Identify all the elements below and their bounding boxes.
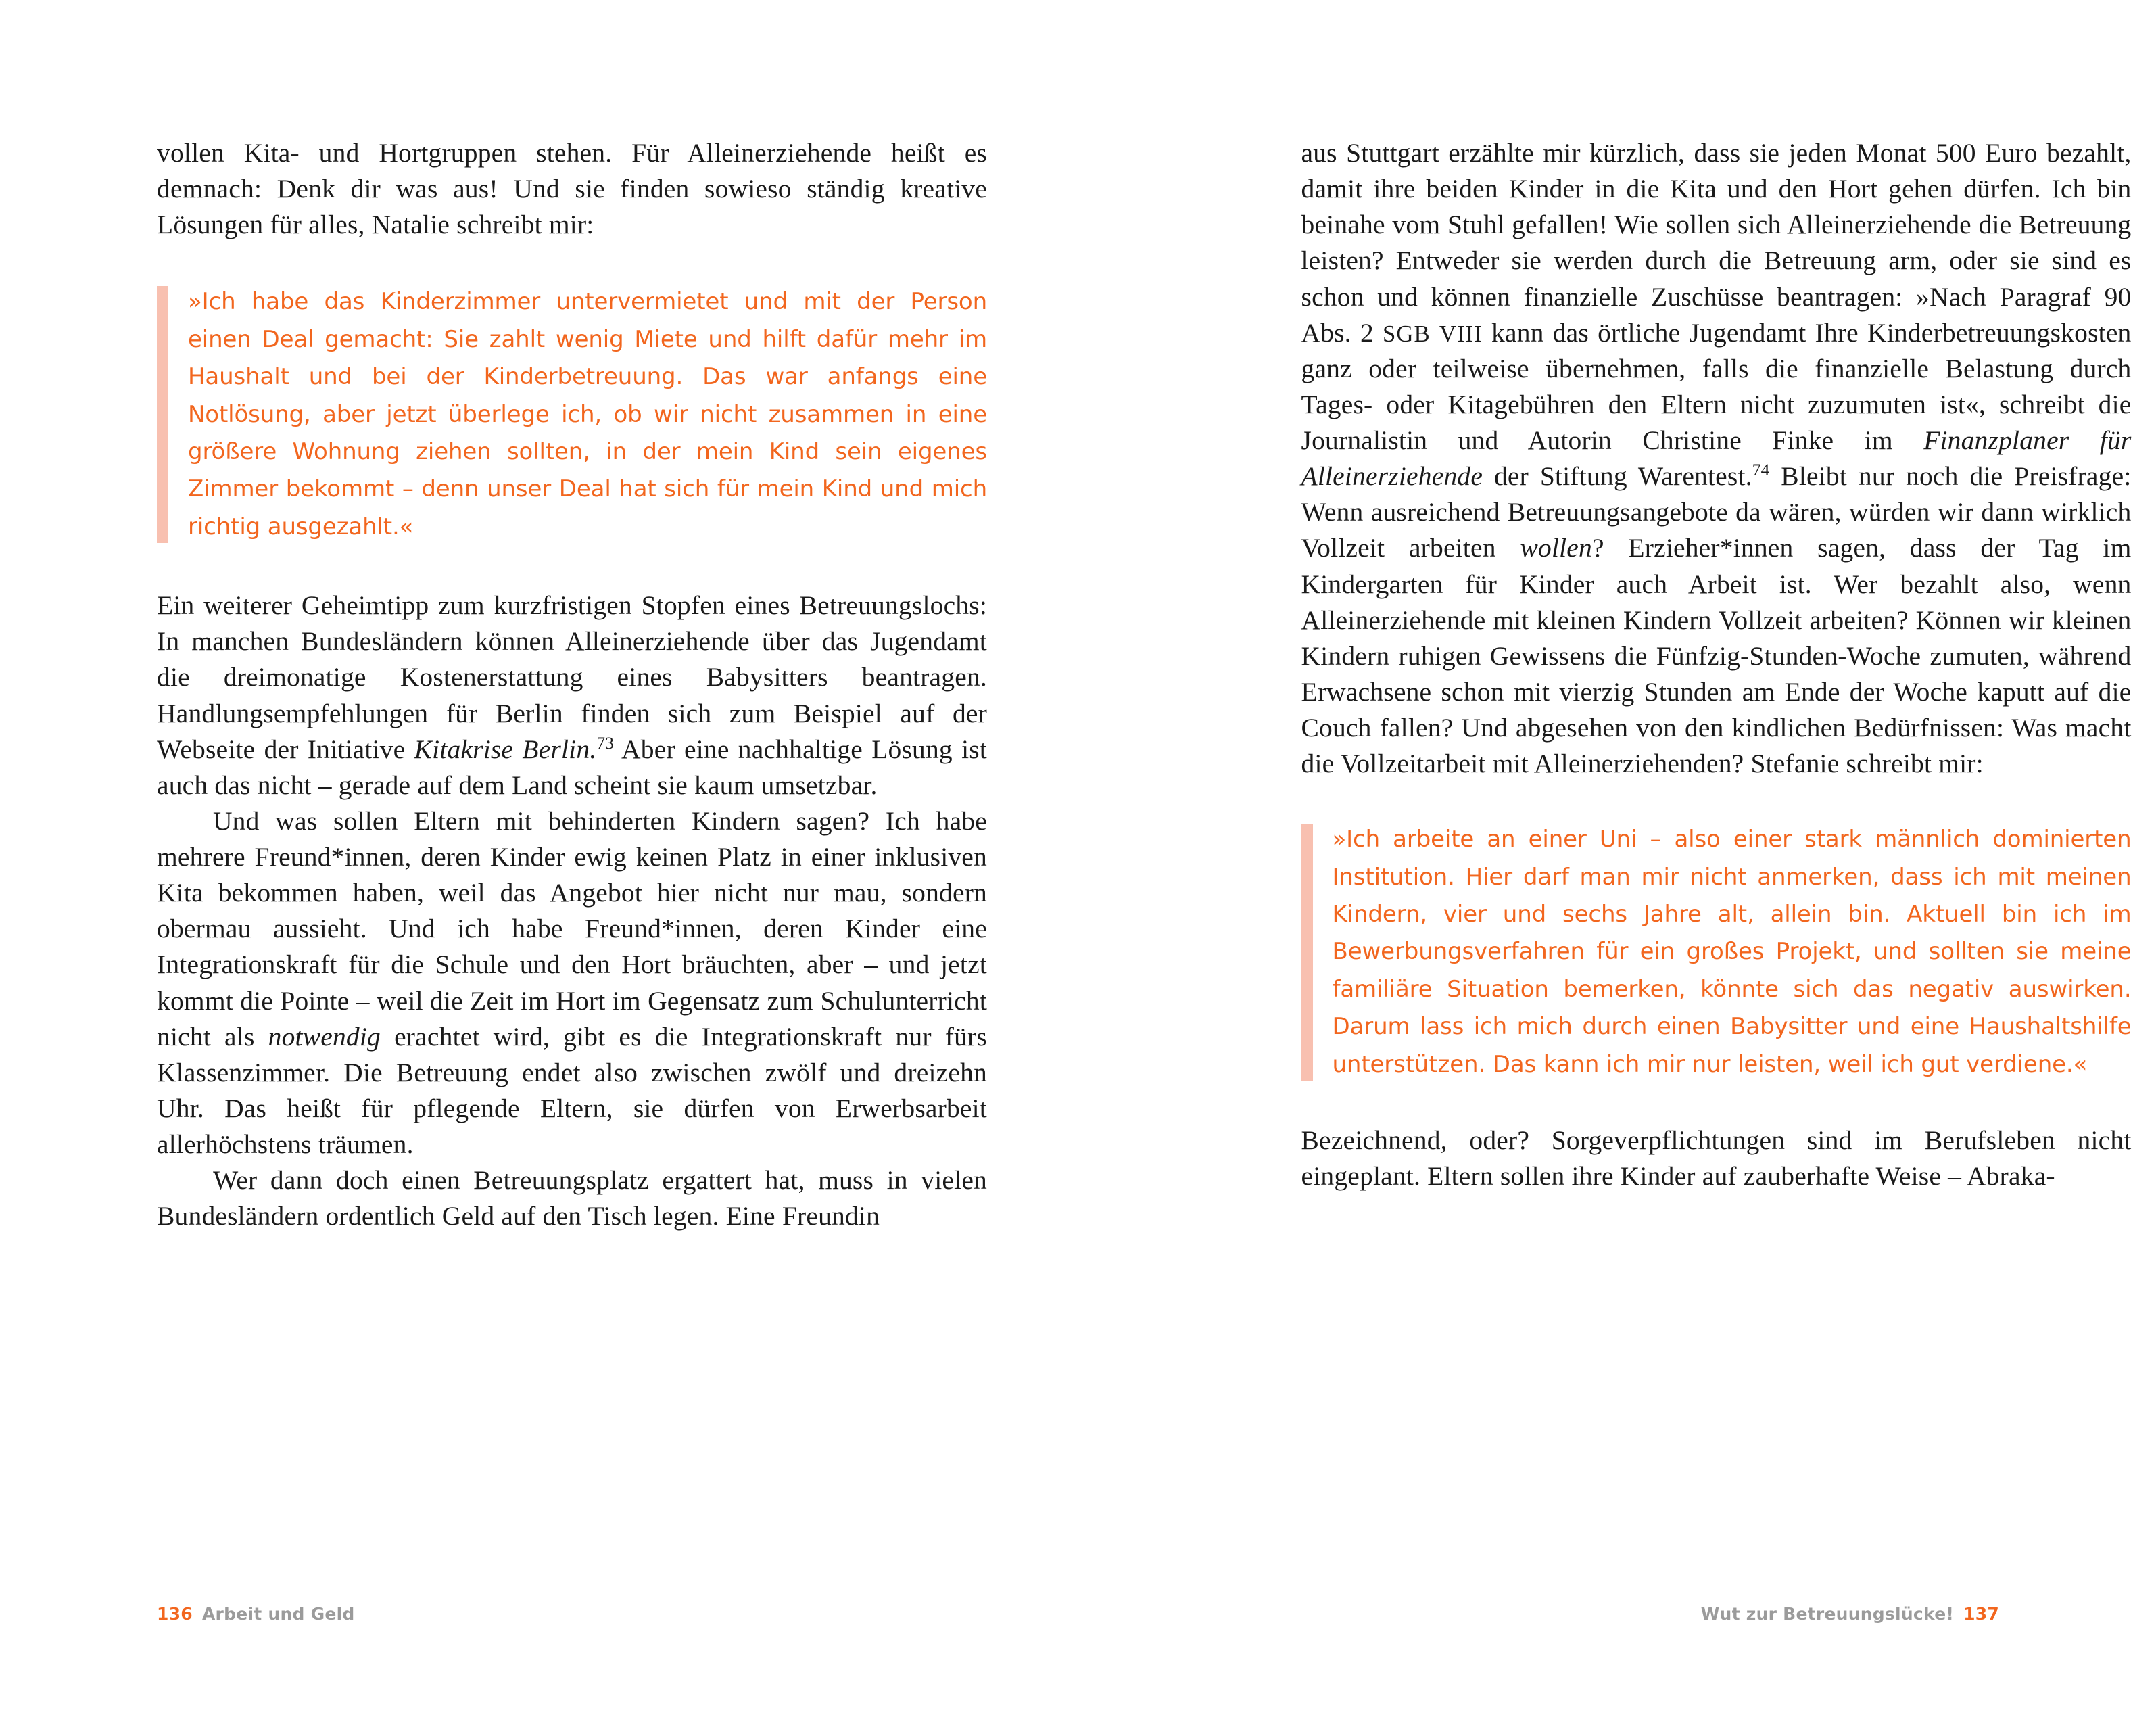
paragraph-left-3-italic: notwendig: [268, 1021, 381, 1052]
footnote-marker-74: 74: [1752, 460, 1770, 479]
pull-quote-left-text: »Ich habe das Kinderzimmer untervermietet und mit der Person einen Deal gemacht: Sie zahlt wenig Miete und hilft dafür mehr im Haushalt und bei der Kinderbetreuung. Das war anfangs eine Notlösung, aber jetzt überlege ich, ob wir nicht zusammen in eine größere Wohnung ziehen sollten, in der mein Kind sein eigenes Zimmer bekommt – denn unser Deal hat sich für mein Kind und mich richtig ausgezahlt.«: [188, 288, 987, 540]
paragraph-right-1-italic: Finanzplaner für Alleinerziehende: [1301, 425, 2132, 492]
paragraph-left-3: [157, 803, 987, 1162]
paragraph-left-2: [157, 588, 987, 803]
page-number-left: 136: [157, 1604, 193, 1624]
paragraph-left-1: vollen Kita- und Hortgruppen stehen. Für Alleinerziehende heißt es demnach: Denk dir was aus! Und sie finden sowieso ständig kreative Lösungen für alles, Natalie schreibt mir:: [157, 138, 987, 240]
page-right: [1078, 0, 2156, 1717]
text-column-right: [1301, 135, 2132, 1194]
paragraph-left-2-tail: Aber eine nachhaltige Lösung ist auch das nicht – gerade auf dem Land scheint sie kaum umsetzbar.: [157, 734, 987, 800]
paragraph-left-2-italic: Kitakrise Berlin.: [414, 734, 597, 764]
paragraph-left-3-lead: Und was sollen Eltern mit behinderten Kindern sagen? Ich habe mehrere Freund*innen, deren Kinder ewig keinen Platz in einer inklusiven Kita bekommen haben, weil das Angebot hier nicht nur mau, sondern obermau aussieht. Und ich habe Freund*innen, deren Kinder eine Integrationskraft für die Schule und den Hort bräuchten, aber – und jetzt kommt die Pointe – weil die Zeit im Hort im Gegensatz zum Schulunterricht nicht als: [157, 805, 987, 1052]
abbrev-viii: VIII: [1439, 320, 1483, 347]
paragraph-right-1-italic-2: wollen: [1520, 533, 1592, 563]
paragraph-right-1-lead: aus Stuttgart erzählte mir kürzlich, dass sie jeden Monat 500 Euro bezahlt, damit ihre beiden Kinder in die Kita und den Hort gehen dürfen. Ich bin beinahe vom Stuhl gefallen! Wie sollen sich Alleinerziehende die Betreuung leisten? Entweder sie werden durch die Betreuung arm, oder sie sind es schon und können finanzielle Zuschüsse beantragen: »Nach Paragraf 90 Abs. 2: [1301, 138, 2132, 348]
pull-quote-right-text: »Ich arbeite an einer Uni – also einer stark männlich dominierten Institution. Hier darf man mir nicht anmerken, dass ich mit meinen Kindern, vier und sechs Jahre alt, allein bin. Aktuell bin ich im Bewerbungsverfahren für ein großes Projekt, und sollten sie meine familiäre Situation bemerken, könnte sich das negativ auswirken. Darum lass ich mich durch einen Babysitter und eine Haushaltshilfe unterstützen. Das kann ich mir nur leisten, weil ich gut verdiene.«: [1332, 826, 2132, 1078]
paragraph-left-4: Wer dann doch einen Betreuungsplatz ergattert hat, muss in vielen Bundesländern ordentlich Geld auf den Tisch legen. Eine Freundin: [157, 1165, 987, 1231]
footnote-marker-73: 73: [596, 733, 615, 753]
paragraph-right-1-mid4: Bleibt nur noch die Preisfrage: Wenn ausreichend Betreuungsangebote da wären, würden wir dann wirklich Vollzeit arbeiten: [1301, 461, 2132, 563]
paragraph-right-2: Bezeichnend, oder? Sorgeverpflichtungen sind im Berufsleben nicht eingeplant. Eltern sollen ihre Kinder auf zauberhafte Weise – Abraka-: [1301, 1125, 2132, 1192]
paragraph-right-1-mid3: der Stiftung Warentest.: [1483, 461, 1752, 492]
running-head-right: Wut zur Betreuungslücke!: [1700, 1604, 1955, 1624]
paragraph-left-2-lead: Ein weiterer Geheimtipp zum kurzfristigen Stopfen eines Betreuungslochs: In manchen Bundesländern können Alleinerziehende über das Jugendamt die dreimonatige Kostenerstattung eines Babysitters beantragen. Handlungsempfehlungen für Berlin finden sich zum Beispiel auf der Webseite der Initiative: [157, 590, 987, 764]
text-column-left: [157, 135, 987, 1234]
paragraph-right-1-tail: ? Erzieher*innen sagen, dass der Tag im Kindergarten für Kinder auch Arbeit ist. Wer bezahlt also, wenn Alleinerziehende mit kleinen Kindern Vollzeit arbeiten? Können wir kleinen Kindern ruhigen Gewissens die Fünfzig-Stunden-Woche zumuten, während Erwachsene schon mit vierzig Stunden am Ende der Woche kaputt auf die Couch fallen? Und abgesehen von den kindlichen Bedürfnissen: Was macht die Vollzeitarbeit mit Alleinerziehenden? Stefanie schreibt mir:: [1301, 533, 2132, 779]
abbrev-sgb: SGB: [1383, 320, 1431, 347]
footer-right: [1701, 1604, 1999, 1624]
footer-left: [157, 1604, 355, 1624]
page-number-right: 137: [1963, 1604, 1999, 1624]
pull-quote-left: [157, 283, 987, 546]
running-head-left: Arbeit und Geld: [201, 1604, 355, 1624]
pull-quote-right: [1301, 821, 2132, 1083]
paragraph-right-1: [1301, 135, 2132, 782]
paragraph-left-3-tail: erachtet wird, gibt es die Integrationskraft nur fürs Klassenzimmer. Die Betreuung endet also zwischen zwölf und dreizehn Uhr. Das heißt für pflegende Eltern, sie dürfen von Erwerbsarbeit allerhöchstens träumen.: [157, 1021, 987, 1160]
spacer-1: [1431, 318, 1439, 348]
paragraph-right-1-mid2: kann das örtliche Jugendamt Ihre Kinderbetreuungskosten ganz oder teilweise übernehmen, falls die finanzielle Belastung durch Tages- oder Kitagebühren den Eltern nicht zuzumuten ist«, schreibt die Journalistin und Autorin Christine Finke im: [1301, 317, 2132, 455]
